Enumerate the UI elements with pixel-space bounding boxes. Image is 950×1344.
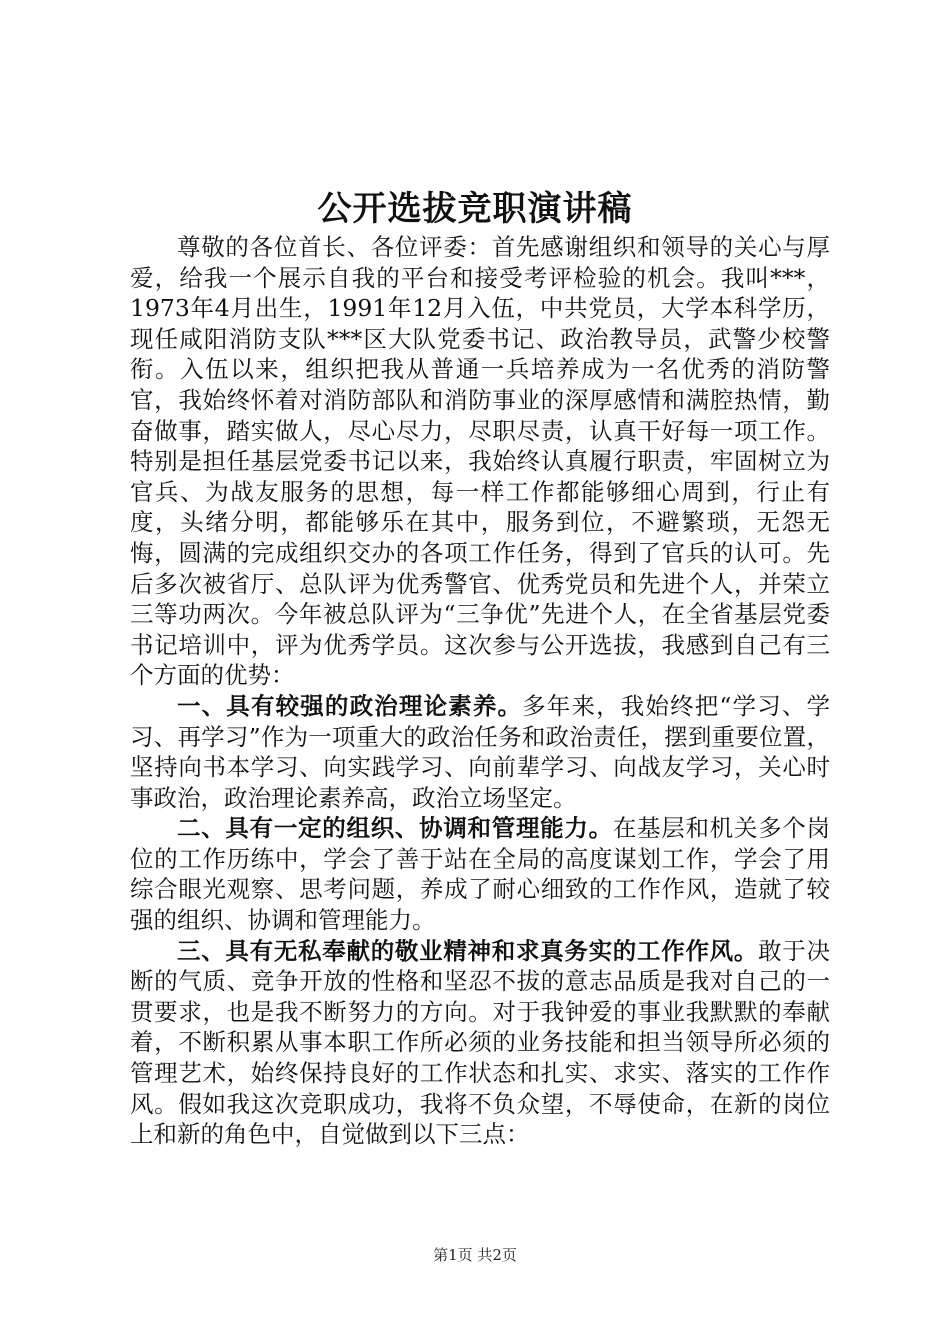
paragraph-lead: 二、具有一定的组织、协调和管理能力。 — [177, 814, 613, 843]
paragraph-text: 多年来，我始终把“学习、学习、再学习”作为一项重大的政治任务和政治责任，摆到重要位置，坚持向书本学习、向实践学习、向前辈学习、向战友学习，关心时事政治，政治理论素养高，政治立场坚定。 — [130, 691, 831, 812]
paragraph-lead: 一、具有较强的政治理论素养。 — [177, 691, 523, 720]
document-title: 公开选拔竞职演讲稿 — [317, 189, 633, 229]
paragraph-text: 敢于决断的气质、竞争开放的性格和坚忍不拔的意志品质是我对自己的一贯要求，也是我不断努力的方向。对于我钟爱的事业我默默的奉献着，不断积累从事本职工作所必须的业务技能和担当领导所必须的管理艺术，始终保持良好的工作状态和扎实、求实、落实的工作作风。假如我这次竞职成功，我将不负众望，不辱使命，在新的岗位上和新的角色中，自觉做到以下三点： — [130, 936, 831, 1149]
paragraph-text: 尊敬的各位首长、各位评委：首先感谢组织和领导的关心与厚爱，给我一个展示自我的平台和接受考评检验的机会。我叫***，1973年4月出生，1991年12月入伍，中共党员，大学本科学历，现任咸阳消防支队***区大队党委书记、政治教导员，武警少校警衔。入伍以来，组织把我从普通一兵培养成为一名优秀的消防警官，我始终怀着对消防部队和消防事业的深厚感情和满腔热情，勤奋做事，踏实做人，尽心尽力，尽职尽责，认真干好每一项工作。特别是担任基层党委书记以来，我始终认真履行职责，牢固树立为官兵、为战友服务的思想，每一样工作都能够细心周到，行止有度，头绪分明，都能够乐在其中，服务到位，不避繁琐，无怨无悔，圆满的完成组织交办的各项工作任务，得到了官兵的认可。先后多次被省厅、总队评为优秀警官、优秀党员和先进个人，并荣立三等功两次。今年被总队评为“三争优”先进个人，在全省基层党委书记培训中，评为优秀学员。这次参与公开选拔，我感到自己有三个方面的优势： — [130, 233, 830, 690]
paragraph-text: 在基层和机关多个岗位的工作历练中，学会了善于站在全局的高度谋划工作，学会了用综合眼光观察、思考问题，养成了耐心细致的工作作风，造就了较强的组织、协调和管理能力。 — [130, 814, 831, 935]
paragraph-intro — [130, 232, 830, 691]
paragraph-point-3 — [130, 936, 830, 1150]
paragraph-point-1 — [130, 691, 830, 813]
paragraph-lead: 三、具有无私奉献的敬业精神和求真务实的工作作风。 — [177, 936, 759, 965]
page-number-footer: 第1页 共2页 — [433, 1246, 517, 1264]
paragraph-point-2 — [130, 813, 830, 935]
document-body — [130, 232, 830, 1150]
